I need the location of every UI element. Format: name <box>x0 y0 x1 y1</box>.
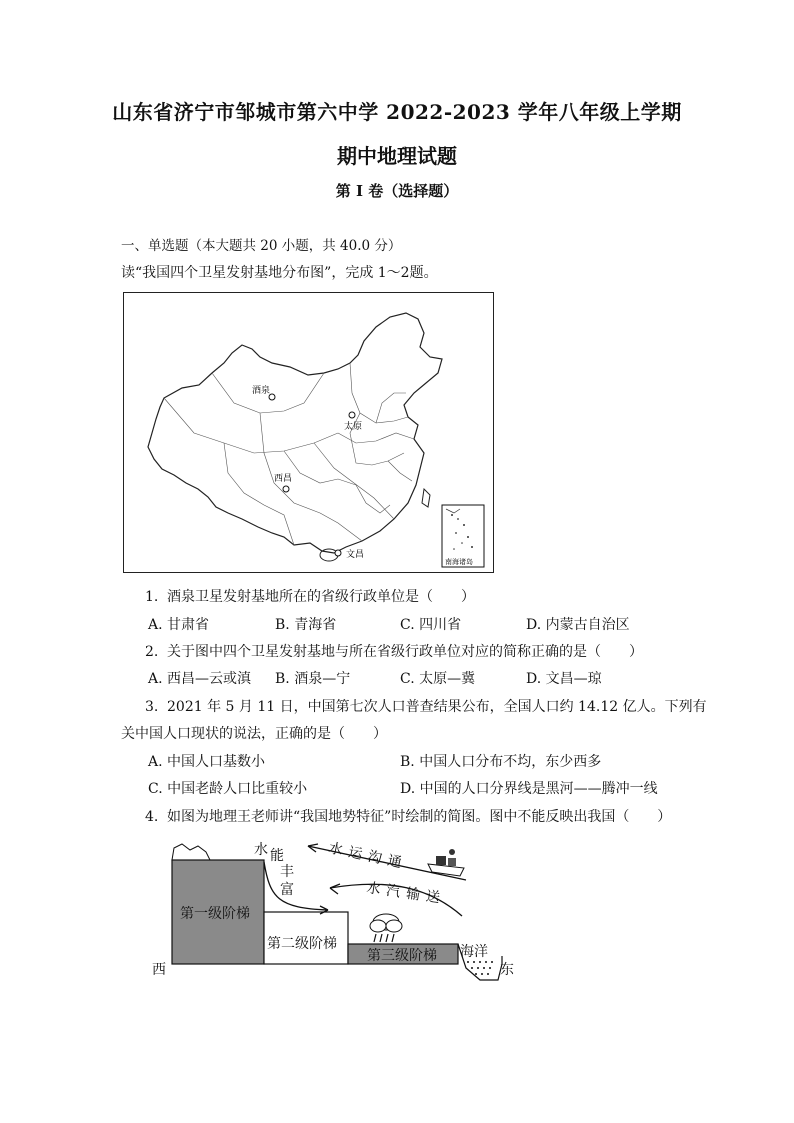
ocean-label: 海洋 <box>460 944 488 960</box>
paper-title: 山东省济宁市邹城市第六中学 2022-2023 学年八年级上学期 <box>112 100 682 124</box>
question-3-option-a: A. 中国人口基数小 <box>148 754 266 770</box>
question-3-number: 3. <box>145 699 159 715</box>
question-1-option-d: D. 内蒙古自治区 <box>526 617 630 633</box>
water-energy-char-4: 富 <box>280 882 294 898</box>
taiyuan-marker <box>349 412 355 418</box>
rain-cloud-icon <box>370 914 402 942</box>
question-3-option-b: B. 中国人口分布不均，东少西多 <box>400 754 602 770</box>
ship-icon <box>428 849 464 876</box>
paper-title-line2: 期中地理试题 <box>337 144 457 168</box>
question-3-stem: 2021 年 5 月 11 日，中国第七次人口普查结果公布，全国人口约 14.12 亿人。下列有 <box>167 699 707 715</box>
water-energy-char-3: 丰 <box>280 864 294 880</box>
step-3-label: 第三级阶梯 <box>367 948 437 964</box>
east-label: 东 <box>500 962 514 978</box>
question-3 <box>145 696 707 716</box>
question-1-option-a: A. 甘肃省 <box>148 617 210 633</box>
step-2-label: 第二级阶梯 <box>267 936 337 952</box>
question-2-option-b: B. 酒泉—宁 <box>275 671 351 687</box>
question-group-intro: 读“我国四个卫星发射基地分布图”，完成 1～2题。 <box>121 265 438 281</box>
section-heading: 一、单选题（本大题共 20 小题，共 40.0 分） <box>121 238 402 254</box>
china-outline <box>148 313 442 553</box>
terrain-steps-drawing <box>150 838 530 983</box>
water-energy-char-2: 能 <box>270 848 284 864</box>
satellite-launch-map <box>123 292 494 573</box>
mountain-cap <box>172 844 210 860</box>
inset-label: 南海诸岛 <box>445 558 473 566</box>
west-label: 西 <box>152 962 166 978</box>
question-4-number: 4. <box>145 809 159 825</box>
question-1-stem: 酒泉卫星发射基地所在的省级行政单位是（ ） <box>167 589 475 605</box>
question-3-option-c: C. 中国老龄人口比重较小 <box>148 781 308 797</box>
question-4-stem: 如图为地理王老师讲“我国地势特征”时绘制的简图。图中不能反映出我国（ ） <box>167 809 672 825</box>
shipping-label: 水运沟通 <box>327 840 409 873</box>
question-3-option-d: D. 中国的人口分界线是黑河——腾冲一线 <box>400 781 658 797</box>
question-2-option-a: A. 西昌—云或滇 <box>148 671 252 687</box>
question-2-stem: 关于图中四个卫星发射基地与所在省级行政单位对应的简称正确的是（ ） <box>167 644 643 660</box>
question-1-option-b: B. 青海省 <box>275 617 337 633</box>
province-boundaries <box>164 363 414 545</box>
wenchang-marker <box>335 550 341 556</box>
xichang-marker <box>283 486 289 492</box>
vapor-label: 水汽输送 <box>365 880 447 908</box>
water-energy-char-1: 水 <box>254 842 268 858</box>
question-2-option-c: C. 太原—冀 <box>400 671 476 687</box>
question-4 <box>145 806 671 826</box>
question-2-number: 2. <box>145 644 159 660</box>
question-2 <box>145 641 643 661</box>
xichang-label: 西昌 <box>274 474 293 484</box>
jiuquan-label: 酒泉 <box>252 386 271 396</box>
wenchang-label: 文昌 <box>346 550 365 560</box>
question-3-stem-continued: 关中国人口现状的说法，正确的是（ ） <box>121 726 387 742</box>
taiyuan-label: 太原 <box>344 422 363 432</box>
question-2-option-d: D. 文昌—琼 <box>526 671 602 687</box>
question-1-number: 1. <box>145 589 159 605</box>
taiwan <box>422 489 430 507</box>
step-1-label: 第一级阶梯 <box>180 906 250 922</box>
terrain-steps-diagram <box>150 838 530 983</box>
question-1 <box>145 586 475 606</box>
question-1-option-c: C. 四川省 <box>400 617 462 633</box>
volume-title: 第 I 卷（选择题） <box>335 182 459 200</box>
china-map-drawing <box>124 293 493 572</box>
